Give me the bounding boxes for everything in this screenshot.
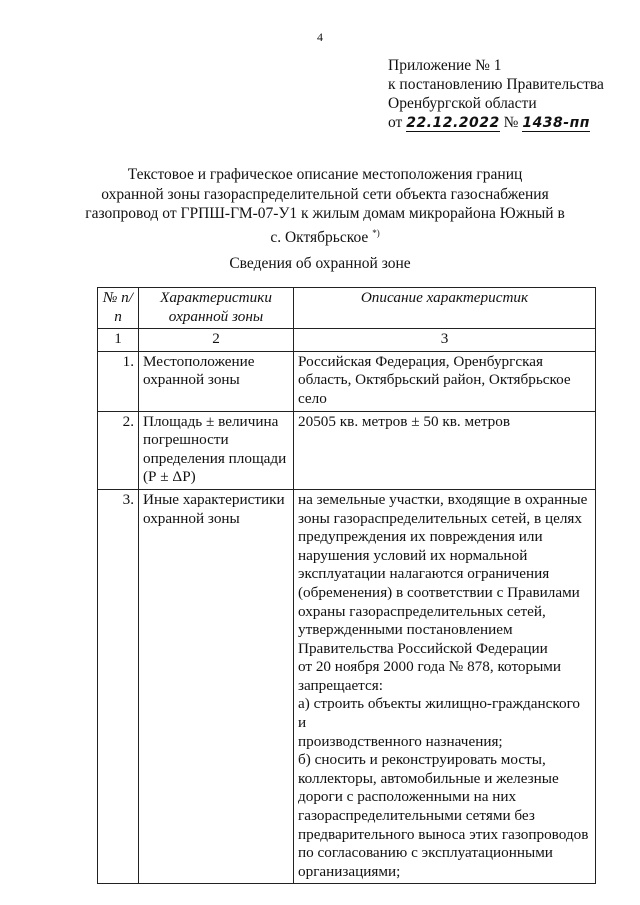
description-line: газораспределительными сетями без <box>298 807 535 825</box>
description-line: по согласованию с эксплуатационными <box>298 844 553 862</box>
index-cell: 3 <box>294 329 596 352</box>
row-characteristic: Площадь ± величина погрешности определения площади (Р ± ΔР) <box>139 411 294 489</box>
document-title <box>60 165 590 247</box>
date-prefix: от <box>388 114 403 131</box>
description-line: (обременения) в соответствии с Правилами <box>298 583 580 601</box>
description-line: от 20 ноября 2000 года № 878, которыми <box>298 658 562 676</box>
appendix-line-3: Оренбургской области <box>388 95 537 112</box>
table-row <box>98 411 596 489</box>
number-sign: № <box>503 114 519 131</box>
description-line: зоны газораспределительных сетей, в целях <box>298 509 582 527</box>
title-line-4: с. Октябрьское <box>270 228 369 246</box>
row-num: 3. <box>98 489 139 883</box>
row-description <box>294 489 596 883</box>
header-num: № п/п <box>98 288 139 329</box>
title-line-1: Текстовое и графическое описание местоположения границ <box>127 166 523 183</box>
zone-info-table <box>97 287 596 884</box>
description-line: Правительства Российской Федерации <box>298 639 548 657</box>
description-line: эксплуатации налагаются ограничения <box>298 565 550 583</box>
row-characteristic: Иные характеристики охранной зоны <box>139 489 294 883</box>
table-row <box>98 489 596 883</box>
handwritten-date: 22.12.2022 <box>406 115 500 131</box>
description-line: а) строить объекты жилищно-гражданского и <box>298 695 581 732</box>
table-index-row <box>98 329 596 352</box>
row-num: 1. <box>98 351 139 411</box>
page-number: 4 <box>317 30 323 44</box>
footnote-mark: *) <box>372 227 380 238</box>
title-line-2: охранной зоны газораспределительной сети объекта газоснабжения <box>101 185 549 203</box>
description-line: утвержденными постановлением <box>298 621 513 639</box>
description-line: б) сносить и реконструировать мосты, <box>298 751 546 769</box>
description-line: организациями; <box>298 862 401 880</box>
description-line: коллекторы, автомобильные и железные <box>298 769 559 787</box>
table-row <box>98 351 596 411</box>
appendix-date-row <box>388 113 604 132</box>
section-title: Сведения об охранной зоне <box>229 255 411 272</box>
header-description: Описание характеристик <box>294 288 596 329</box>
appendix-line-2: к постановлению Правительства <box>388 76 604 93</box>
row-num: 2. <box>98 411 139 489</box>
description-line: запрещается: <box>298 676 383 694</box>
table-header-row <box>98 288 596 329</box>
handwritten-number: 1438-пп <box>522 115 590 131</box>
description-line: предупреждения их повреждения или <box>298 528 543 546</box>
description-line: на земельные участки, входящие в охранные <box>298 490 588 508</box>
row-description: Российская Федерация, Оренбургская область, Октябрьский район, Октябрьское село <box>294 351 596 411</box>
appendix-line-1: Приложение № 1 <box>388 57 502 74</box>
row-characteristic: Местоположение охранной зоны <box>139 351 294 411</box>
header-characteristic: Характеристики охранной зоны <box>139 288 294 329</box>
appendix-block <box>388 56 604 132</box>
description-line: дороги с расположенными на них <box>298 788 517 806</box>
title-line-4-row <box>60 224 590 248</box>
description-line: предварительного выноса этих газопроводов <box>298 825 589 843</box>
row-description: 20505 кв. метров ± 50 кв. метров <box>294 411 596 489</box>
index-cell: 1 <box>98 329 139 352</box>
index-cell: 2 <box>139 329 294 352</box>
title-line-3: газопровод от ГРПШ-ГМ-07-У1 к жилым домам микрорайона Южный в <box>85 205 565 222</box>
description-line: охраны газораспределительных сетей, <box>298 602 546 620</box>
description-line: производственного назначения; <box>298 732 503 750</box>
description-line: нарушения условий их нормальной <box>298 546 528 564</box>
